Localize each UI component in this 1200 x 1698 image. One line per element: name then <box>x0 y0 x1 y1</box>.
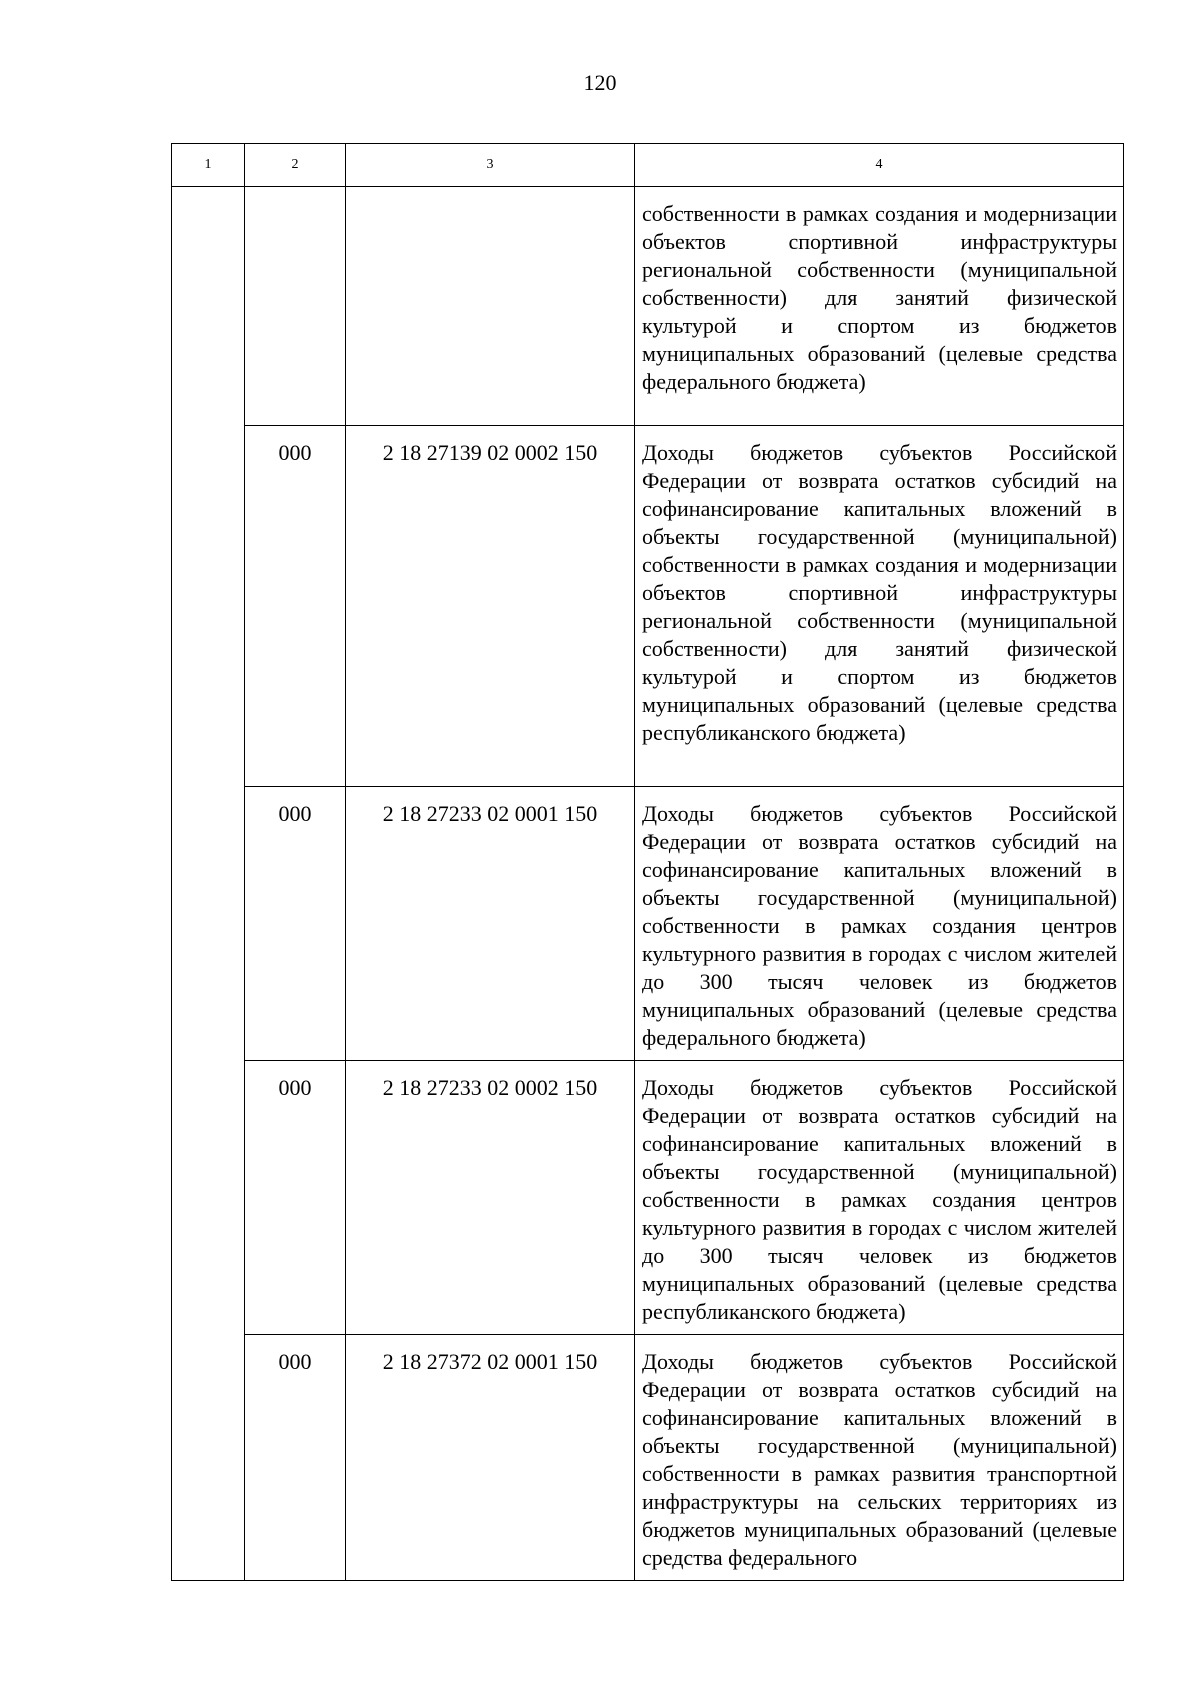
admin-code-cell <box>245 187 346 426</box>
revenue-code-cell: 2 18 27139 02 0002 150 <box>346 426 635 787</box>
table-row <box>172 1335 1124 1581</box>
revenue-description-cell: Доходы бюджетов субъектов Российской Федерации от возврата остатков субсидий на софинансирование капитальных вложений в объекты государственной (муниципальной) собственности в рамках создания центров культурного развития в городах с числом жителей до 300 тысяч человек из бюджетов муниципальных образований (целевые средства федерального бюджета) <box>635 787 1124 1061</box>
page-number: 120 <box>583 70 617 95</box>
admin-code-cell: 000 <box>245 787 346 1061</box>
revenue-description-cell: Доходы бюджетов субъектов Российской Федерации от возврата остатков субсидий на софинансирование капитальных вложений в объекты государственной (муниципальной) собственности в рамках создания центров культурного развития в городах с числом жителей до 300 тысяч человек из бюджетов муниципальных образований (целевые средства республиканского бюджета) <box>635 1061 1124 1335</box>
header-col-1: 1 <box>172 144 245 187</box>
revenue-code-cell: 2 18 27372 02 0001 150 <box>346 1335 635 1581</box>
header-col-3: 3 <box>346 144 635 187</box>
header-col-2: 2 <box>245 144 346 187</box>
revenue-code-cell: 2 18 27233 02 0002 150 <box>346 1061 635 1335</box>
admin-code-cell: 000 <box>245 426 346 787</box>
revenue-description-cell: Доходы бюджетов субъектов Российской Федерации от возврата остатков субсидий на софинансирование капитальных вложений в объекты государственной (муниципальной) собственности в рамках создания и модернизации объектов спортивной инфраструктуры региональной собственности (муниципальной собственности) для занятий физической культурой и спортом из бюджетов муниципальных образований (целевые средства республиканского бюджета) <box>635 426 1124 787</box>
col-1-merged-cell <box>172 187 245 1581</box>
revenue-code-cell <box>346 187 635 426</box>
table-header-row <box>172 144 1124 187</box>
table-row <box>172 787 1124 1061</box>
table-row <box>172 187 1124 426</box>
table-row <box>172 426 1124 787</box>
revenue-description-cell: собственности в рамках создания и модернизации объектов спортивной инфраструктуры региональной собственности (муниципальной собственности) для занятий физической культурой и спортом из бюджетов муниципальных образований (целевые средства федерального бюджета) <box>635 187 1124 426</box>
revenue-codes-table <box>171 143 1124 1581</box>
header-col-4: 4 <box>635 144 1124 187</box>
admin-code-cell: 000 <box>245 1335 346 1581</box>
table-row <box>172 1061 1124 1335</box>
admin-code-cell: 000 <box>245 1061 346 1335</box>
revenue-description-cell: Доходы бюджетов субъектов Российской Федерации от возврата остатков субсидий на софинансирование капитальных вложений в объекты государственной (муниципальной) собственности в рамках развития транспортной инфраструктуры на сельских территориях из бюджетов муниципальных образований (целевые средства федерального <box>635 1335 1124 1581</box>
revenue-code-cell: 2 18 27233 02 0001 150 <box>346 787 635 1061</box>
